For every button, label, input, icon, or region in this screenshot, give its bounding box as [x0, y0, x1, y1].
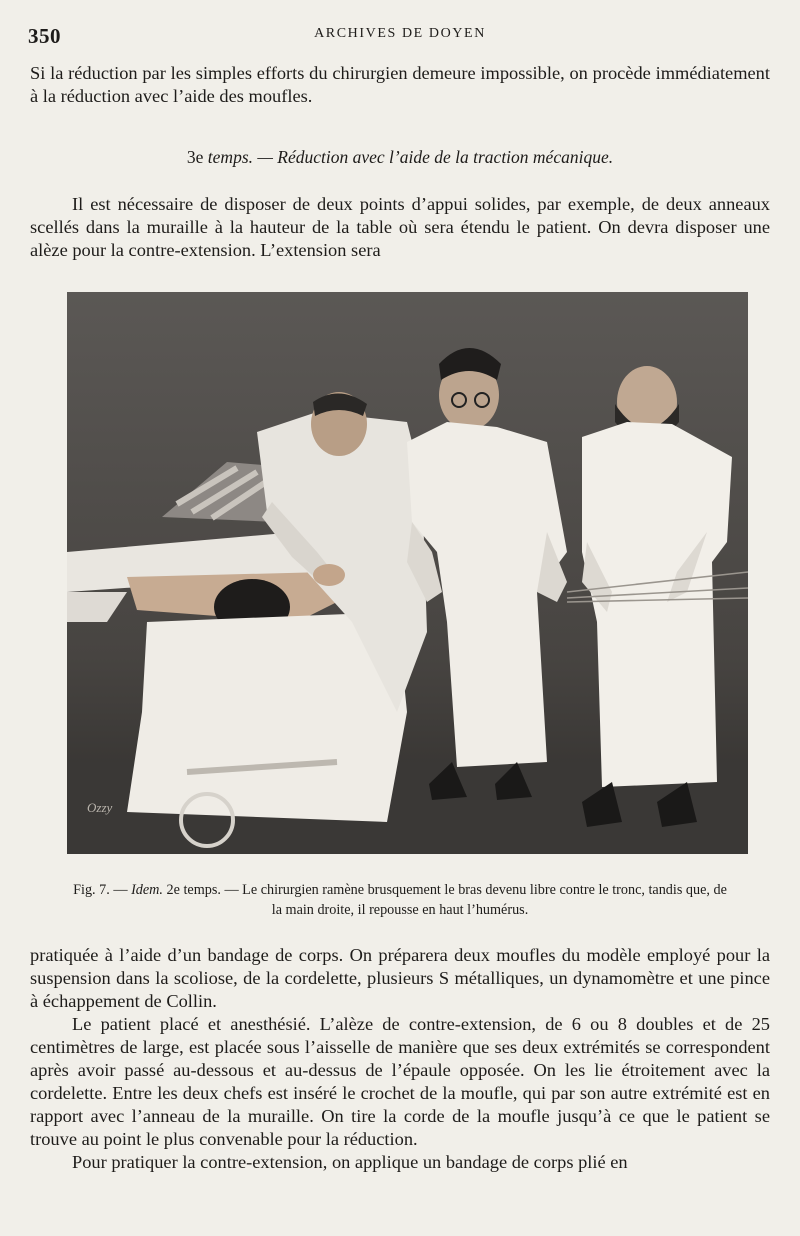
body-paragraph-1: pratiquée à l’aide d’un bandage de corps. On préparera deux moufles du modèle employé pour la suspension dans la scoliose, de la cordelette, plusieurs S métalliques, un dynamomètre et une pince à échappement de Collin. [30, 945, 770, 1011]
running-head: ARCHIVES DE DOYEN [314, 26, 486, 41]
surgery-photograph [67, 292, 748, 854]
body-paragraph-2: Le patient placé et anesthésié. L’alèze de contre-extension, de 6 ou 8 doubles et de 25 centimètres de large, est placée sous l’aisselle de manière que ses deux extrémités se correspondent après avoir passé au-dessous et au-dessus de l’épaule opposée. On les lie étroitement avec la cordelette. Entre les deux chefs est inséré le crochet de la moufle, qui par son autre extrémité est en rapport avec l’anneau de la muraille. On tire la corde de la moufle jusqu’à ce que le patient se trouve au point le plus convenable pour la réduction. [30, 1014, 770, 1149]
caption-text: 2e temps. — Le chirurgien ramène brusquement le bras devenu libre contre le tronc, tandis que, de la main droite, il repousse en haut l’humérus. [162, 882, 727, 918]
page-header [28, 24, 772, 48]
section-heading [30, 147, 770, 168]
page-number: 350 [28, 24, 61, 48]
caption-em: Idem. [131, 882, 163, 898]
top-paragraph-block [30, 62, 770, 108]
section-heading-text: temps. — Réduction avec l’aide de la traction mécanique. [207, 147, 614, 167]
body-paragraph-3: Pour pratiquer la contre-extension, on applique un bandage de corps plié en [72, 1152, 628, 1172]
intro-paragraph-block [30, 193, 770, 262]
intro-paragraph: Il est nécessaire de disposer de deux points d’appui solides, par exemple, de deux anneaux scellés dans la muraille à la hauteur de la table où sera étendu le patient. On devra disposer une alèze pour la contre-extension. L’extension sera [30, 194, 770, 260]
section-heading-number: 3e [186, 147, 204, 167]
top-paragraph: Si la réduction par les simples efforts du chirurgien demeure impossible, on procède immédiatement à la réduction avec l’aide des moufles. [30, 63, 770, 106]
photo-signature: Ozzy [87, 800, 113, 815]
figure-photograph [67, 292, 748, 854]
caption-prefix: Fig. 7. — [73, 882, 132, 898]
figure-caption [70, 880, 730, 920]
body-text-block [30, 944, 770, 1174]
